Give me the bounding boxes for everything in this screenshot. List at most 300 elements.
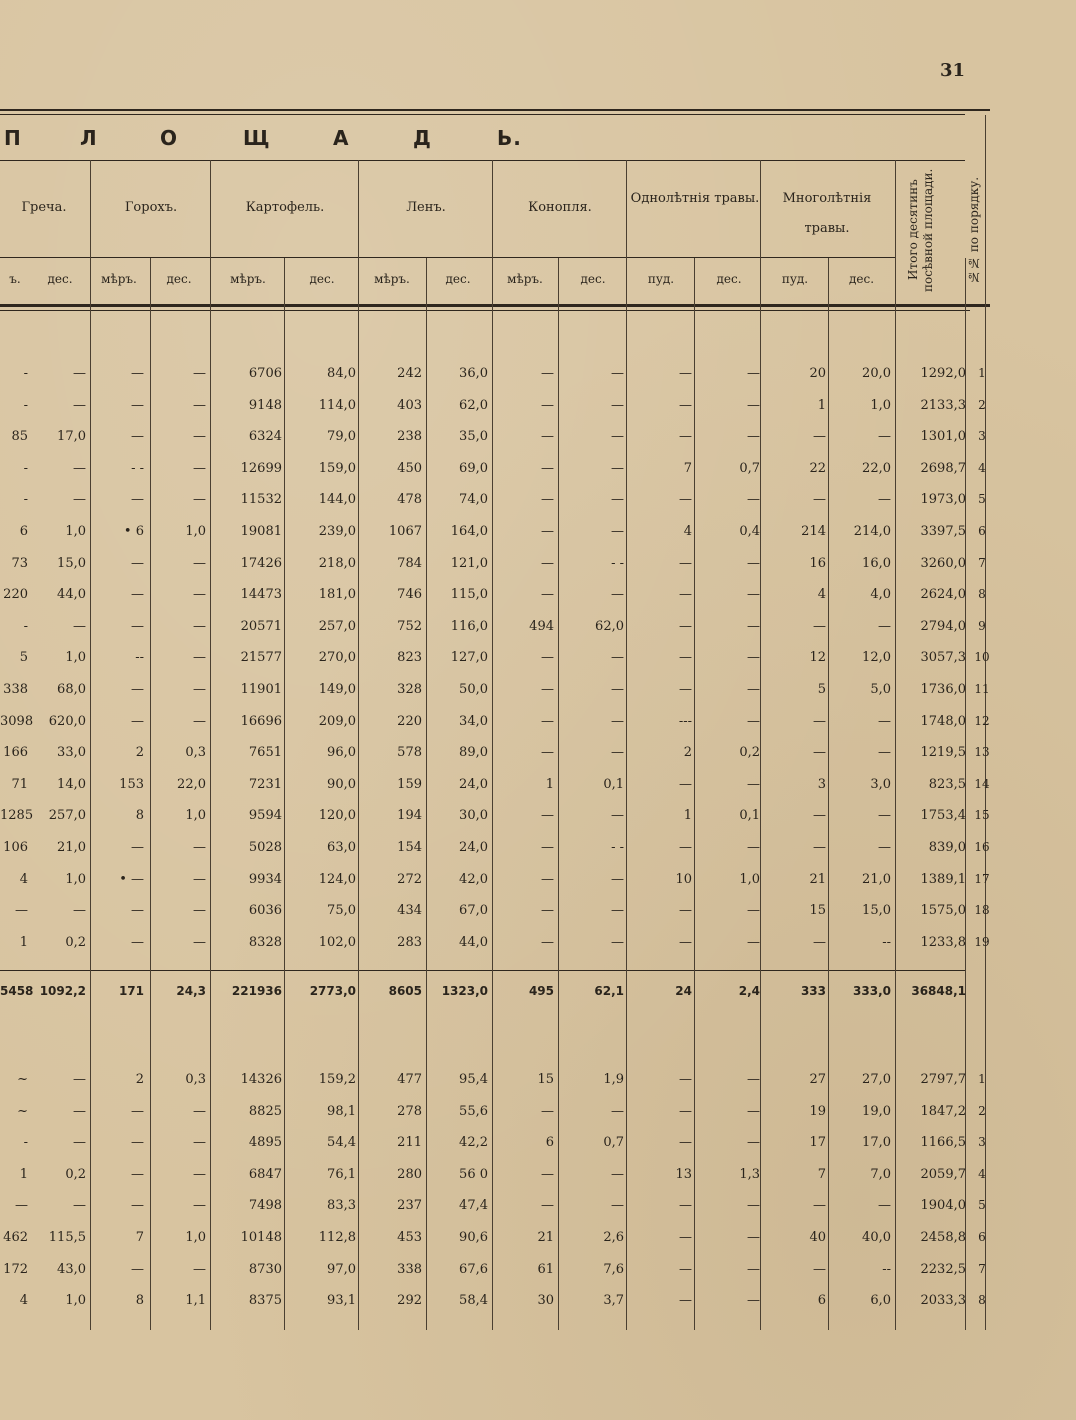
table-cell: — (611, 1103, 624, 1119)
table-cell: — (611, 366, 624, 381)
total-cell: 171 (118, 984, 144, 998)
table-cell: 159,0 (318, 460, 356, 476)
table-cell: 93,1 (327, 1293, 356, 1309)
table-cell: 15,0 (57, 555, 86, 571)
table-cell: 2232,5 (920, 1261, 966, 1277)
table-cell: 0,3 (185, 745, 206, 761)
table-cell: — (131, 682, 144, 697)
table-cell: 14473 (240, 587, 282, 603)
table-cell: 3,7 (603, 1293, 624, 1309)
table-cell: — (131, 492, 144, 508)
table-cell: — (541, 555, 554, 571)
table-cell: 2624,0 (920, 587, 966, 603)
table-cell: — (193, 460, 206, 476)
table-cell: 13 (675, 1166, 692, 1182)
row-number: 5 (978, 1198, 986, 1213)
table-cell: 84,0 (327, 366, 356, 381)
unit-header: дес. (309, 272, 335, 286)
total-cell: 1092,2 (39, 984, 86, 998)
unit-header: мѣръ. (101, 272, 137, 286)
total-cell: 221936 (231, 984, 282, 998)
table-cell: — (193, 650, 206, 666)
table-cell: 462 (3, 1230, 28, 1245)
table-cell: 22,0 (862, 460, 891, 476)
table-cell: 4 (817, 587, 826, 603)
total-cell: 62,1 (594, 984, 624, 998)
table-cell: 242 (397, 366, 422, 381)
table-cell: 0,2 (65, 934, 86, 950)
table-cell: 5 (817, 682, 826, 697)
table-cell: — (813, 840, 826, 855)
table-cell: 76,1 (327, 1166, 356, 1182)
unit-header: мѣръ. (374, 272, 410, 286)
table-cell: 2,6 (603, 1230, 624, 1245)
table-cell: 95,4 (459, 1072, 488, 1087)
table-cell: 823,5 (928, 776, 966, 792)
crop-header-hemp: Конопля. (528, 200, 592, 215)
table-cell: — (541, 745, 554, 761)
table-cell: — (747, 713, 760, 729)
table-cell: 16 (809, 555, 826, 571)
table-cell: 20571 (240, 618, 282, 634)
table-cell: 7,0 (870, 1166, 891, 1182)
table-cell: ~ (17, 1103, 28, 1119)
table-cell: — (611, 1166, 624, 1182)
table-cell: — (611, 397, 624, 413)
table-cell: - - (611, 840, 624, 855)
table-cell: 1748,0 (920, 713, 966, 729)
table-cell: 115,0 (450, 587, 488, 603)
table-cell: 338 (3, 682, 28, 697)
total-cell: 5458 (0, 984, 34, 998)
page-number: 31 (940, 60, 966, 81)
table-cell: 1 (545, 776, 554, 792)
table-cell: — (813, 618, 826, 634)
table-cell: 8328 (248, 934, 282, 950)
table-cell: — (878, 618, 891, 634)
table-cell: 8 (135, 808, 144, 824)
table-cell: — (193, 713, 206, 729)
table-cell: — (131, 587, 144, 603)
table-cell: 7 (817, 1166, 826, 1182)
table-cell: 43,0 (57, 1261, 86, 1277)
table-cell: — (813, 492, 826, 508)
table-cell: — (541, 808, 554, 824)
table-cell: 19 (809, 1103, 826, 1119)
table-cell: 121,0 (450, 555, 488, 571)
table-cell: 61 (537, 1261, 554, 1277)
table-cell: 21 (537, 1230, 554, 1245)
row-number: 9 (978, 618, 986, 633)
table-cell: 784 (397, 555, 422, 571)
table-cell: ~ (17, 1072, 28, 1087)
table-cell: 434 (397, 903, 422, 919)
table-cell: — (813, 429, 826, 445)
table-cell: 115,5 (48, 1230, 86, 1245)
table-cell: 181,0 (318, 587, 356, 603)
table-cell: — (679, 776, 692, 792)
table-cell: — (611, 492, 624, 508)
table-cell: 47,4 (459, 1198, 488, 1214)
table-cell: — (679, 903, 692, 919)
table-cell: — (15, 1198, 28, 1214)
table-cell: — (813, 1261, 826, 1277)
table-cell: — (813, 808, 826, 824)
table-cell: 50,0 (459, 682, 488, 697)
title-letter: Ь. (497, 126, 522, 150)
table-cell: — (541, 492, 554, 508)
table-cell: 112,8 (318, 1230, 356, 1245)
table-cell: — (747, 1293, 760, 1309)
table-cell: 21577 (240, 650, 282, 666)
total-cell: 333 (800, 984, 826, 998)
table-cell: — (611, 871, 624, 887)
table-cell: 7651 (248, 745, 282, 761)
table-cell: 30 (537, 1293, 554, 1309)
table-cell: 1389,1 (920, 871, 966, 887)
table-cell: • 6 (123, 524, 144, 539)
table-cell: 211 (397, 1135, 422, 1151)
table-cell: 1904,0 (920, 1198, 966, 1214)
column-rule (828, 258, 829, 1330)
table-cell: 0,4 (739, 524, 760, 539)
table-cell: — (541, 397, 554, 413)
table-cell: — (747, 429, 760, 445)
unit-header: дес. (848, 272, 875, 286)
table-cell: • — (119, 871, 144, 887)
unit-header: дес. (716, 272, 742, 286)
table-cell: 839,0 (928, 840, 966, 855)
title-letter: Л (80, 126, 98, 150)
table-cell: 17426 (240, 555, 282, 571)
table-cell: 272 (397, 871, 422, 887)
table-cell: 6 (817, 1293, 826, 1309)
table-cell: — (131, 555, 144, 571)
table-cell: 12,0 (862, 650, 891, 666)
table-cell: — (611, 650, 624, 666)
table-cell: 0,1 (603, 776, 624, 792)
table-cell: 96,0 (327, 745, 356, 761)
top-rule (0, 109, 990, 111)
table-cell: 27,0 (862, 1072, 891, 1087)
table-cell: — (541, 1103, 554, 1119)
table-cell: — (541, 650, 554, 666)
table-cell: 79,0 (327, 429, 356, 445)
table-cell: — (541, 903, 554, 919)
table-cell: 6324 (248, 429, 282, 445)
table-cell: 42,2 (459, 1135, 488, 1151)
table-cell: — (747, 1103, 760, 1119)
row-number: 7 (978, 555, 986, 570)
table-cell: — (131, 713, 144, 729)
total-header: Итого десятинъ посѣвной площади. (906, 168, 935, 292)
table-cell: — (679, 1230, 692, 1245)
table-cell: 338 (397, 1261, 422, 1277)
table-cell: — (813, 745, 826, 761)
table-cell: — (679, 1072, 692, 1087)
table-cell: — (131, 840, 144, 855)
table-cell: 3397,5 (920, 524, 966, 539)
table-cell: 1,0 (65, 524, 86, 539)
table-cell: 7 (135, 1230, 144, 1245)
title-letter: А (333, 126, 350, 150)
table-cell: 4 (683, 524, 692, 539)
table-cell: 3260,0 (920, 555, 966, 571)
table-cell: — (878, 840, 891, 855)
table-cell: 239,0 (318, 524, 356, 539)
table-cell: 1,0 (65, 650, 86, 666)
table-cell: 1 (19, 1166, 28, 1182)
table-cell: — (193, 587, 206, 603)
table-cell: 11532 (240, 492, 282, 508)
table-cell: — (747, 397, 760, 413)
crop-header-potatoes: Картофель. (245, 200, 325, 215)
table-cell: 10 (675, 871, 692, 887)
table-cell: — (878, 713, 891, 729)
table-cell: 98,1 (327, 1103, 356, 1119)
total-cell: 495 (528, 984, 554, 998)
table-cell: 292 (397, 1293, 422, 1309)
table-cell: 3 (817, 776, 826, 792)
column-rule (284, 258, 285, 1330)
table-cell: — (15, 903, 28, 919)
row-number: 8 (978, 1293, 986, 1308)
table-cell: — (541, 429, 554, 445)
table-cell: 90,0 (327, 776, 356, 792)
table-cell: 7 (683, 460, 692, 476)
top-rule-2 (0, 114, 965, 115)
table-cell: 21 (809, 871, 826, 887)
table-cell: — (679, 587, 692, 603)
table-cell: — (611, 934, 624, 950)
row-number: 10 (974, 650, 990, 665)
row-number: 1 (978, 1072, 986, 1086)
header-bottom-rule-2 (0, 310, 970, 311)
table-cell: 1575,0 (920, 903, 966, 919)
title-letter: Щ (243, 126, 271, 150)
row-number: 2 (978, 1103, 986, 1118)
table-cell: 220 (3, 587, 28, 603)
table-cell: 220 (397, 713, 422, 729)
row-number: 6 (978, 524, 986, 538)
table-cell: 1,0 (65, 1293, 86, 1309)
table-cell: 22,0 (177, 776, 206, 792)
table-cell: 36,0 (459, 366, 488, 381)
table-cell: — (813, 713, 826, 729)
table-cell: 5 (19, 650, 28, 666)
table-cell: — (878, 745, 891, 761)
row-number: 19 (974, 934, 990, 949)
table-cell: 1753,4 (920, 808, 966, 824)
table-cell: — (679, 840, 692, 855)
table-cell: 159,2 (318, 1072, 356, 1087)
table-cell: 2 (683, 745, 692, 761)
table-cell: — (541, 587, 554, 603)
table-cell: 56 0 (459, 1166, 488, 1182)
table-cell: 44,0 (57, 587, 86, 603)
table-cell: — (131, 1166, 144, 1182)
unit-header: дес. (47, 272, 73, 286)
table-cell: — (878, 429, 891, 445)
table-cell: 149,0 (318, 682, 356, 697)
table-cell: 97,0 (327, 1261, 356, 1277)
table-cell: 1 (19, 934, 28, 950)
table-cell: 1,0 (185, 524, 206, 539)
table-cell: 477 (397, 1072, 422, 1087)
table-cell: 22 (809, 460, 826, 476)
table-cell: 1,9 (603, 1072, 624, 1087)
table-cell: — (813, 1198, 826, 1214)
table-cell: — (193, 1198, 206, 1214)
table-cell: 328 (397, 682, 422, 697)
table-cell: 1,0 (185, 1230, 206, 1245)
table-cell: — (747, 682, 760, 697)
title-letter: Д (413, 126, 432, 150)
table-cell: 1285 (0, 808, 34, 824)
table-cell: — (747, 492, 760, 508)
crop-header-buckwheat: Греча. (21, 200, 67, 215)
table-cell: — (131, 1103, 144, 1119)
table-cell: 102,0 (318, 934, 356, 950)
table-cell: 33,0 (57, 745, 86, 761)
row-number: 3 (978, 429, 986, 444)
table-cell: — (611, 524, 624, 539)
table-cell: 12 (809, 650, 826, 666)
table-cell: — (541, 524, 554, 539)
table-cell: 12699 (240, 460, 282, 476)
table-cell: 0,3 (185, 1072, 206, 1087)
table-cell: 69,0 (459, 460, 488, 476)
table-cell: — (679, 1198, 692, 1214)
table-cell: — (131, 618, 144, 634)
table-cell: 257,0 (318, 618, 356, 634)
table-cell: 2059,7 (920, 1166, 966, 1182)
table-cell: 114,0 (318, 397, 356, 413)
table-cell: 9148 (248, 397, 282, 413)
table-cell: 283 (397, 934, 422, 950)
table-cell: — (679, 650, 692, 666)
table-cell: 2 (135, 1072, 144, 1087)
table-cell: 6706 (248, 366, 282, 381)
table-cell: — (679, 397, 692, 413)
table-cell: 16,0 (862, 555, 891, 571)
table-cell: 1,0 (185, 808, 206, 824)
table-cell: 5,0 (870, 682, 891, 697)
table-cell: -- (882, 1261, 891, 1277)
table-cell: - (23, 1135, 28, 1151)
unit-header: пуд. (647, 272, 675, 286)
table-cell: 823 (397, 650, 422, 666)
table-cell: 55,6 (459, 1103, 488, 1119)
row-number: 4 (978, 1166, 986, 1181)
table-cell: 67,0 (459, 903, 488, 919)
table-cell: 34,0 (459, 713, 488, 729)
table-cell: — (679, 1103, 692, 1119)
table-cell: — (193, 903, 206, 919)
table-cell: 2458,8 (920, 1230, 966, 1245)
order-header: №№ по порядку. (967, 176, 981, 284)
table-cell: — (611, 429, 624, 445)
row-number: 3 (978, 1135, 986, 1150)
table-cell: — (131, 934, 144, 950)
table-cell: 237 (397, 1198, 422, 1214)
table-cell: 194 (397, 808, 422, 824)
unit-header: дес. (445, 272, 471, 286)
table-cell: — (541, 1198, 554, 1214)
total-rule (0, 970, 965, 971)
table-cell: 1973,0 (920, 492, 966, 508)
table-cell: - (23, 366, 28, 381)
table-cell: — (541, 871, 554, 887)
column-rule (760, 160, 761, 1330)
table-cell: 7231 (248, 776, 282, 792)
table-cell: — (541, 366, 554, 381)
column-rule (90, 160, 91, 1330)
table-cell: 40,0 (862, 1230, 891, 1245)
table-cell: 11901 (240, 682, 282, 697)
table-cell: — (193, 1261, 206, 1277)
table-cell: — (747, 587, 760, 603)
table-cell: 62,0 (459, 397, 488, 413)
table-cell: 172 (3, 1261, 28, 1277)
table-cell: — (747, 650, 760, 666)
row-number: 11 (974, 682, 990, 696)
table-cell: — (131, 366, 144, 381)
table-cell: 453 (397, 1230, 422, 1245)
total-cell: 8605 (388, 984, 422, 998)
table-cell: — (193, 871, 206, 887)
table-cell: — (747, 934, 760, 950)
table-cell: 24,0 (459, 776, 488, 792)
table-cell: 127,0 (450, 650, 488, 666)
table-cell: 8 (135, 1293, 144, 1309)
total-cell: 1323,0 (441, 984, 488, 998)
table-cell: — (193, 492, 206, 508)
table-cell: 3057,3 (920, 650, 966, 666)
row-number: 8 (978, 587, 986, 602)
table-cell: 63,0 (327, 840, 356, 855)
unit-header: ъ. (9, 272, 21, 286)
table-cell: 54,4 (327, 1135, 356, 1151)
row-number: 6 (978, 1230, 986, 1244)
row-number: 1 (978, 366, 986, 380)
table-cell: 15,0 (862, 903, 891, 919)
table-cell: — (193, 682, 206, 697)
total-cell: 24 (675, 984, 692, 998)
table-cell: 0,7 (603, 1135, 624, 1151)
table-cell: — (193, 1103, 206, 1119)
table-cell: — (747, 555, 760, 571)
table-cell: 238 (397, 429, 422, 445)
column-rule (358, 160, 359, 1330)
row-number: 5 (978, 492, 986, 507)
table-cell: 1,0 (870, 397, 891, 413)
row-number: 14 (974, 776, 990, 791)
table-cell: 124,0 (318, 871, 356, 887)
table-cell: 6 (19, 524, 28, 539)
table-cell: — (131, 903, 144, 919)
table-cell: 14,0 (57, 776, 86, 792)
row-number: 2 (978, 397, 986, 412)
table-cell: 5028 (248, 840, 282, 855)
table-cell: 90,6 (459, 1230, 488, 1245)
table-cell: — (747, 840, 760, 855)
row-number: 13 (974, 745, 990, 760)
table-cell: 164,0 (450, 524, 488, 539)
table-cell: 58,4 (459, 1293, 488, 1309)
table-cell: — (193, 429, 206, 445)
table-cell: 116,0 (450, 618, 488, 634)
